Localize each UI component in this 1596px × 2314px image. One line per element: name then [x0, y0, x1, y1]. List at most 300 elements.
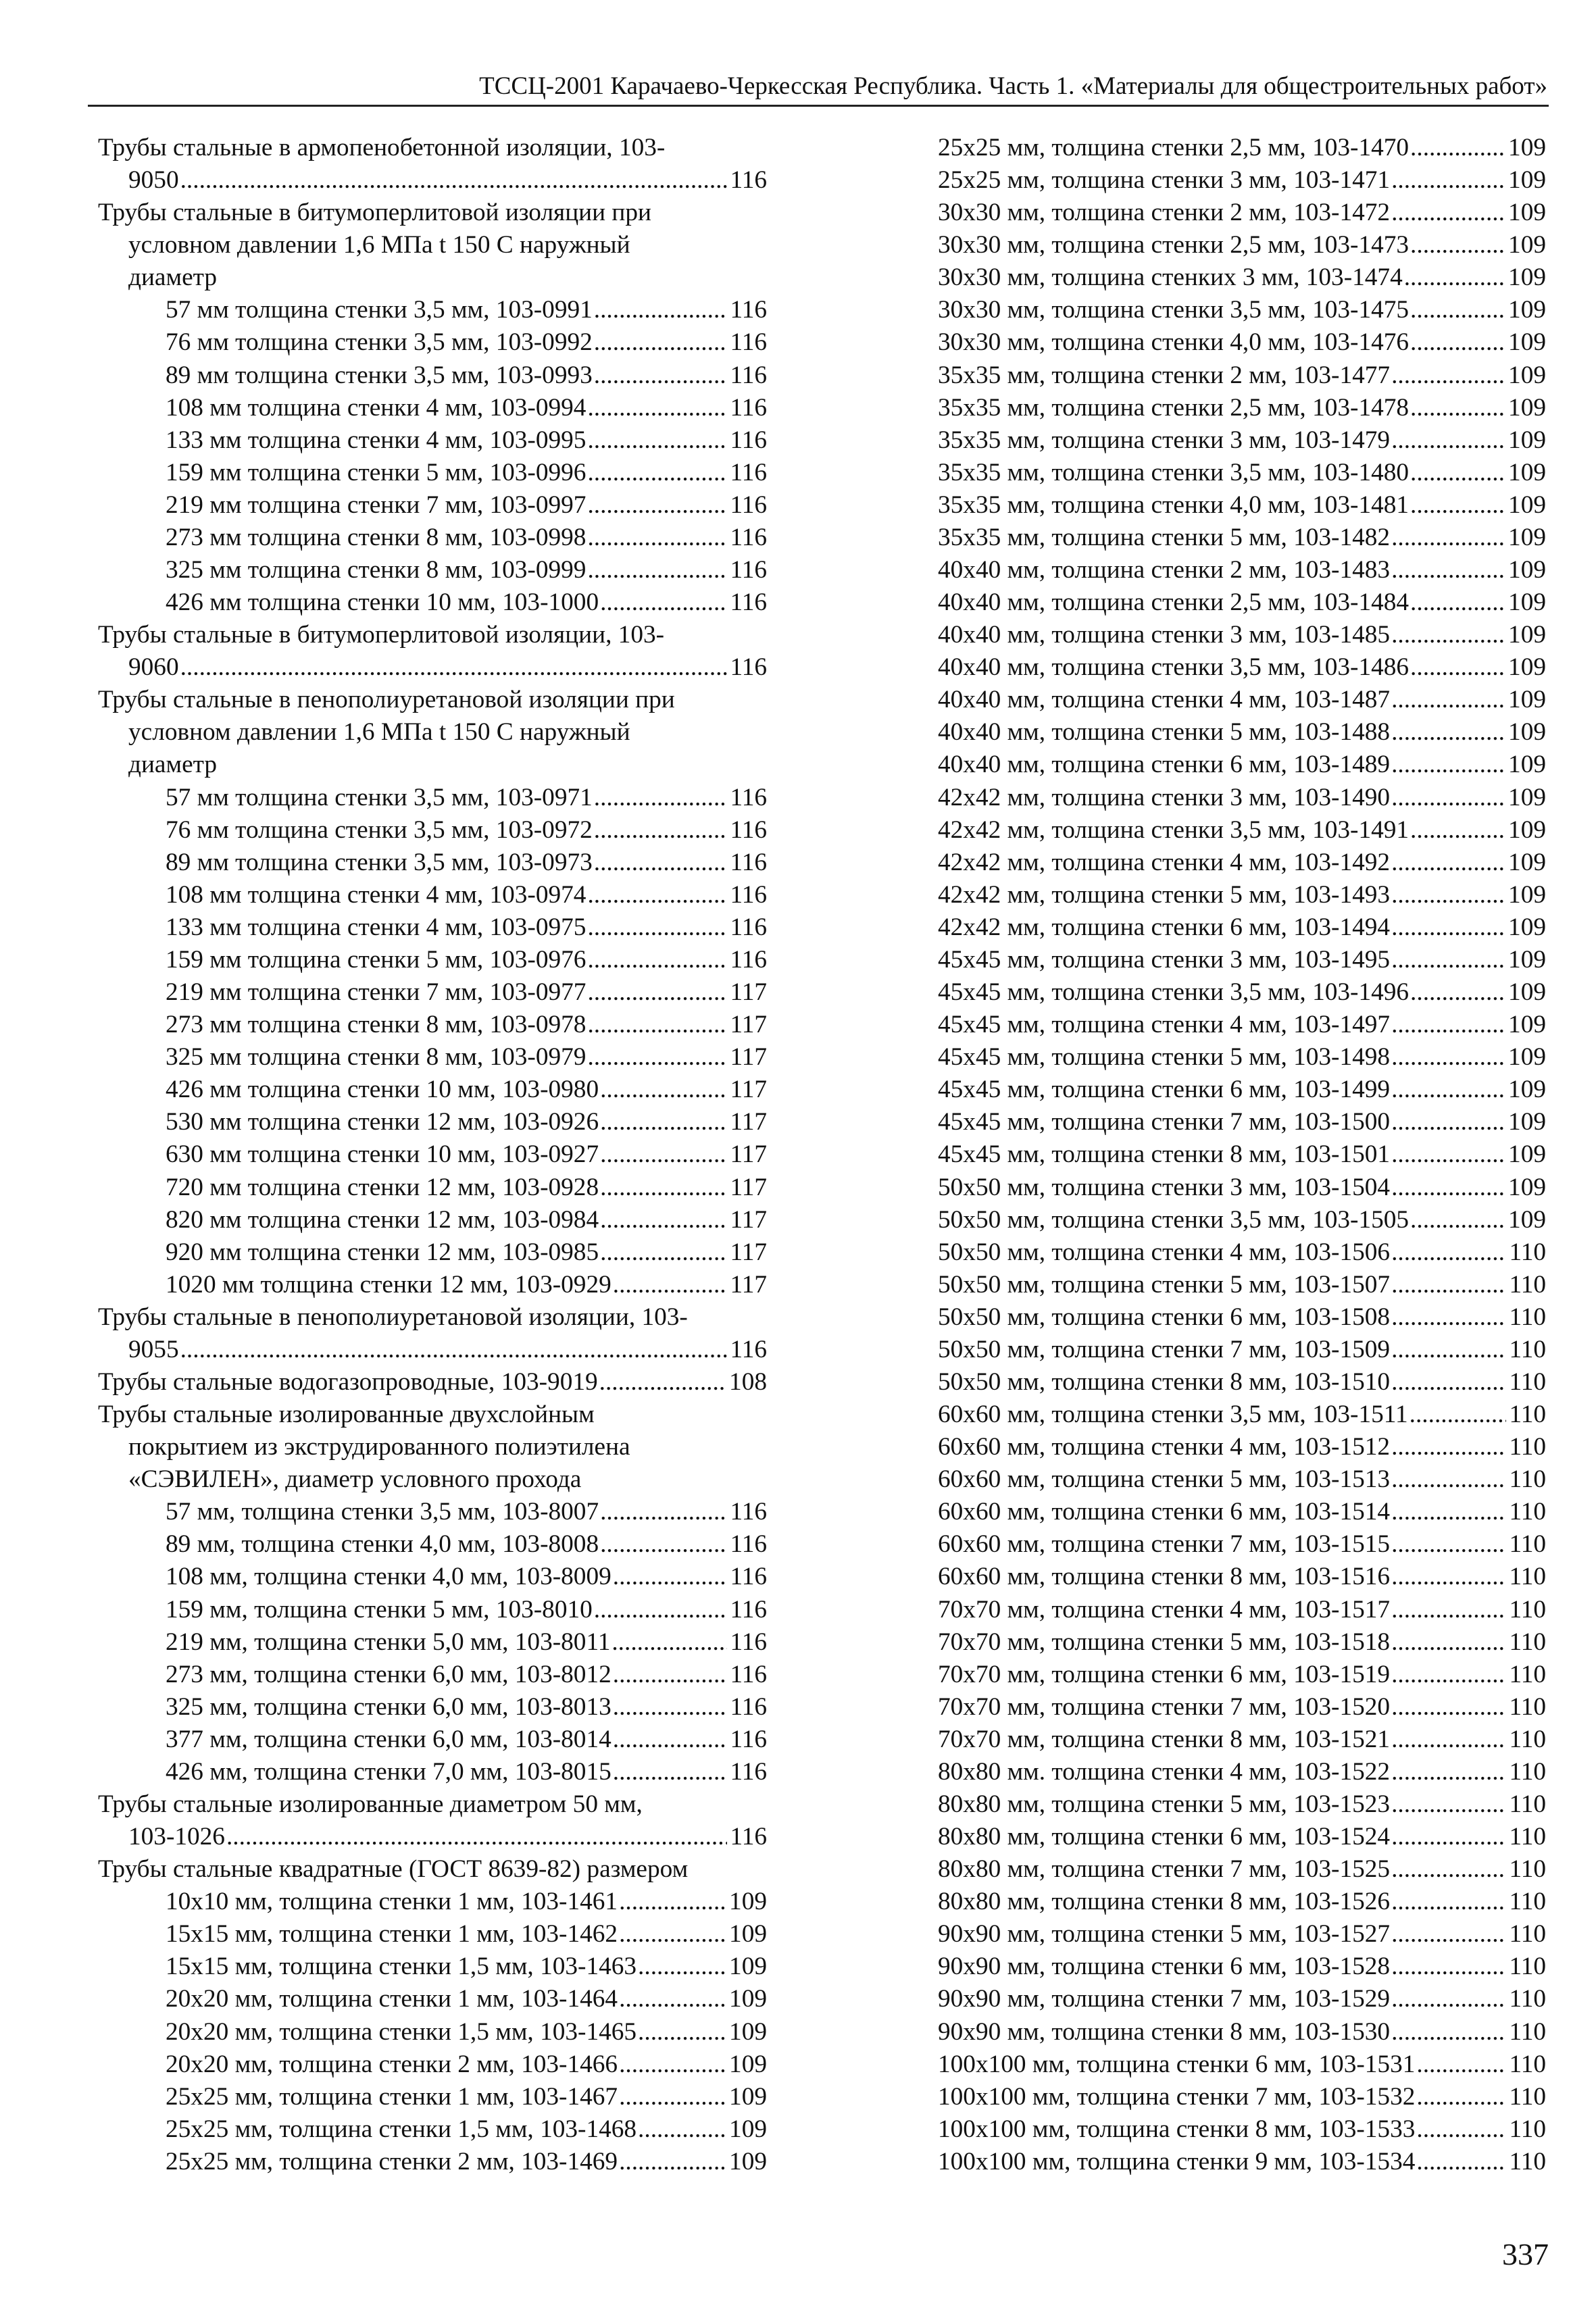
entry-text: 45х45 мм, толщина стенки 6 мм, 103-1499 — [938, 1076, 1391, 1104]
index-entry — [98, 2081, 767, 2113]
entry-text: 820 мм толщина стенки 12 мм, 103-0984 — [166, 1205, 599, 1234]
entry-text: Трубы стальные квадратные (ГОСТ 8639-82) размером — [98, 1855, 689, 1884]
dot-leader — [1391, 1431, 1506, 1463]
entry-page-number: 109 — [1508, 815, 1546, 844]
entry-page-number: 109 — [1508, 588, 1546, 617]
entry-text: покрытием из экструдированного полиэтилена — [128, 1433, 630, 1461]
entry-page-number: 109 — [1508, 328, 1546, 357]
entry-page-number: 109 — [729, 2050, 767, 2078]
entry-page-number: 109 — [1508, 848, 1546, 876]
entry-text: Трубы стальные изолированные диаметром 50 мм, — [98, 1790, 643, 1818]
dot-leader — [613, 1659, 728, 1691]
index-entry — [938, 326, 1546, 359]
index-entry — [98, 554, 767, 586]
dot-leader — [600, 1106, 727, 1138]
entry-page-number: 110 — [1509, 2050, 1546, 2078]
entry-page-number: 109 — [729, 2017, 767, 2046]
index-entry — [938, 814, 1546, 847]
index-entry — [98, 1886, 767, 1918]
index-entry — [98, 1236, 767, 1269]
entry-page-number: 110 — [1509, 1563, 1546, 1591]
entry-page-number: 109 — [1508, 134, 1546, 161]
index-entry — [938, 586, 1546, 619]
entry-text: 426 мм толщина стенки 10 мм, 103-0980 — [166, 1076, 599, 1104]
entry-page-number: 109 — [1508, 1140, 1546, 1169]
index-entry — [938, 457, 1546, 489]
entry-text: диаметр — [128, 263, 218, 292]
entry-text: 426 мм толщина стенки 10 мм, 103-1000 — [166, 588, 599, 617]
dot-leader — [1391, 1951, 1506, 1983]
dot-leader — [1391, 879, 1505, 911]
index-entry — [98, 1788, 767, 1821]
entry-text: 89 мм, толщина стенки 4,0 мм, 103-8008 — [166, 1530, 599, 1559]
entry-page-number: 117 — [730, 1173, 767, 1201]
dot-leader — [619, 2048, 726, 2081]
index-entry — [98, 651, 767, 684]
index-entry — [938, 294, 1546, 326]
entry-page-number: 117 — [730, 1011, 767, 1039]
dot-leader — [1391, 1366, 1506, 1399]
index-entry — [938, 1172, 1546, 1204]
dot-leader — [1410, 392, 1505, 424]
index-entry — [938, 2146, 1546, 2178]
dot-leader — [1391, 782, 1505, 814]
entry-text: 45х45 мм, толщина стенки 3 мм, 103-1495 — [938, 945, 1391, 974]
dot-leader — [638, 2113, 726, 2146]
entry-page-number: 109 — [1508, 653, 1546, 682]
dot-leader — [1410, 651, 1505, 684]
entry-page-number: 116 — [730, 848, 767, 876]
entry-page-number: 117 — [730, 978, 767, 1007]
index-entry — [938, 1041, 1546, 1074]
index-entry — [98, 1528, 767, 1561]
entry-text: 60х60 мм, толщина стенки 8 мм, 103-1516 — [938, 1563, 1391, 1591]
entry-text: Трубы стальные в битумоперлитовой изоляции при — [98, 199, 651, 227]
index-entry — [98, 1626, 767, 1659]
dot-leader — [1391, 1269, 1506, 1301]
index-entry — [938, 1496, 1546, 1528]
entry-text: 15х15 мм, толщина стенки 1,5 мм, 103-1463 — [166, 1953, 637, 1981]
dot-leader — [619, 2081, 726, 2113]
dot-leader — [587, 944, 727, 976]
entry-page-number: 117 — [730, 1205, 767, 1234]
index-entry — [98, 749, 767, 781]
entry-page-number: 117 — [730, 1076, 767, 1104]
index-entry — [98, 229, 767, 261]
index-entry — [98, 1561, 767, 1593]
entry-text: 30х30 мм, толщина стенки 3,5 мм, 103-1475 — [938, 296, 1410, 324]
dot-leader — [180, 651, 728, 684]
entry-text: Трубы стальные в пенополиуретановой изоляции при — [98, 686, 675, 714]
entry-text: 70х70 мм, толщина стенки 5 мм, 103-1518 — [938, 1628, 1391, 1656]
entry-text: 35х35 мм, толщина стенки 5 мм, 103-1482 — [938, 523, 1391, 551]
entry-text: 35х35 мм, толщина стенки 2,5 мм, 103-1478 — [938, 393, 1410, 422]
dot-leader — [587, 1041, 727, 1074]
dot-leader — [1391, 749, 1505, 781]
index-entry — [938, 1853, 1546, 1886]
entry-page-number: 109 — [1508, 231, 1546, 259]
entry-text: 89 мм толщина стенки 3,5 мм, 103-0973 — [166, 848, 593, 876]
index-entry — [938, 1951, 1546, 1983]
index-entry — [98, 457, 767, 489]
entry-page-number: 110 — [1509, 1433, 1546, 1461]
entry-page-number: 116 — [730, 491, 767, 519]
index-entry — [938, 1334, 1546, 1366]
entry-page-number: 109 — [729, 2147, 767, 2175]
dot-leader — [1391, 944, 1505, 976]
index-entry — [98, 586, 767, 619]
dot-leader — [1391, 1756, 1506, 1788]
dot-leader — [613, 1724, 728, 1756]
entry-text: 50х50 мм, толщина стенки 8 мм, 103-1510 — [938, 1367, 1391, 1396]
entry-page-number: 117 — [730, 1108, 767, 1136]
entry-page-number: 116 — [730, 1628, 767, 1656]
index-entry — [98, 1334, 767, 1366]
dot-leader — [594, 814, 728, 847]
entry-page-number: 116 — [730, 1725, 767, 1753]
entry-page-number: 116 — [730, 458, 767, 486]
entry-text: 80х80 мм. толщина стенки 4 мм, 103-1522 — [938, 1757, 1391, 1786]
index-entry — [98, 847, 767, 879]
index-entry — [938, 424, 1546, 457]
entry-text: 42х42 мм, толщина стенки 3,5 мм, 103-1491 — [938, 815, 1410, 844]
index-entry — [98, 1659, 767, 1691]
index-entry — [938, 684, 1546, 716]
index-entry — [938, 1528, 1546, 1561]
entry-page-number: 117 — [730, 1270, 767, 1299]
index-entry — [98, 1983, 767, 2015]
entry-text: 35х35 мм, толщина стенки 3 мм, 103-1479 — [938, 426, 1391, 454]
entry-page-number: 109 — [1508, 718, 1546, 747]
index-entry — [938, 261, 1546, 294]
dot-leader — [1391, 1788, 1506, 1821]
entry-text: 45х45 мм, толщина стенки 5 мм, 103-1498 — [938, 1043, 1391, 1072]
dot-leader — [226, 1821, 727, 1853]
entry-text: 50х50 мм, толщина стенки 5 мм, 103-1507 — [938, 1270, 1391, 1299]
entry-page-number: 116 — [730, 1660, 767, 1688]
dot-leader — [587, 976, 727, 1009]
entry-page-number: 109 — [729, 1953, 767, 1981]
entry-page-number: 116 — [730, 393, 767, 422]
index-entry — [938, 651, 1546, 684]
dot-leader — [1391, 684, 1505, 716]
dot-leader — [587, 911, 727, 944]
dot-leader — [180, 164, 728, 197]
dot-leader — [1410, 457, 1505, 489]
dot-leader — [1391, 2016, 1506, 2048]
entry-text: «СЭВИЛЕН», диаметр условного прохода — [128, 1465, 582, 1494]
entry-text: 42х42 мм, толщина стенки 6 мм, 103-1494 — [938, 913, 1391, 941]
entry-text: 159 мм толщина стенки 5 мм, 103-0976 — [166, 945, 587, 974]
entry-page-number: 110 — [1509, 1660, 1546, 1688]
entry-page-number: 116 — [730, 523, 767, 551]
entry-text: 30х30 мм, толщина стенких 3 мм, 103-1474 — [938, 263, 1403, 292]
dot-leader — [1391, 1691, 1506, 1724]
dot-leader — [600, 1236, 727, 1269]
dot-leader — [1391, 1594, 1506, 1626]
index-entry — [938, 847, 1546, 879]
dot-leader — [1416, 2146, 1506, 2178]
entry-text: 273 мм, толщина стенки 6,0 мм, 103-8012 — [166, 1660, 612, 1688]
entry-text: 720 мм толщина стенки 12 мм, 103-0928 — [166, 1173, 599, 1201]
dot-leader — [587, 424, 727, 457]
index-entry — [98, 1301, 767, 1334]
entry-page-number: 109 — [1508, 945, 1546, 974]
index-entry — [98, 1041, 767, 1074]
dot-leader — [180, 1334, 728, 1366]
index-entry — [98, 197, 767, 229]
entry-page-number: 117 — [730, 1043, 767, 1072]
dot-leader — [1410, 294, 1505, 326]
dot-leader — [1391, 1009, 1505, 1041]
dot-leader — [1391, 1236, 1506, 1269]
entry-page-number: 110 — [1509, 1725, 1546, 1753]
entry-text: Трубы стальные водогазопроводные, 103-9019 — [98, 1367, 598, 1396]
entry-page-number: 109 — [1508, 166, 1546, 195]
entry-text: 40х40 мм, толщина стенки 4 мм, 103-1487 — [938, 686, 1391, 714]
dot-leader — [1416, 2113, 1506, 2146]
dot-leader — [1404, 261, 1505, 294]
entry-page-number: 109 — [1508, 913, 1546, 941]
entry-text: 40х40 мм, толщина стенки 3,5 мм, 103-1486 — [938, 653, 1410, 682]
index-entry — [98, 716, 767, 749]
entry-text: 108 мм, толщина стенки 4,0 мм, 103-8009 — [166, 1563, 612, 1591]
entry-text: 103-1026 — [128, 1823, 225, 1851]
dot-leader — [1391, 1106, 1505, 1138]
entry-text: 219 мм толщина стенки 7 мм, 103-0997 — [166, 491, 587, 519]
entry-text: 530 мм толщина стенки 12 мм, 103-0926 — [166, 1108, 599, 1136]
index-entry — [938, 1204, 1546, 1236]
dot-leader — [1391, 1463, 1506, 1496]
index-entry — [938, 229, 1546, 261]
index-entry — [98, 1431, 767, 1463]
entry-text: 15х15 мм, толщина стенки 1 мм, 103-1462 — [166, 1920, 618, 1948]
dot-leader — [587, 554, 727, 586]
dot-leader — [1391, 1724, 1506, 1756]
dot-leader — [619, 1918, 726, 1951]
index-entry — [938, 911, 1546, 944]
entry-page-number: 116 — [730, 1595, 767, 1624]
entry-text: 1020 мм толщина стенки 12 мм, 103-0929 — [166, 1270, 612, 1299]
entry-text: 325 мм, толщина стенки 6,0 мм, 103-8013 — [166, 1692, 612, 1721]
entry-page-number: 110 — [1509, 1238, 1546, 1266]
entry-page-number: 109 — [729, 2082, 767, 2111]
dot-leader — [1391, 716, 1505, 749]
entry-text: 133 мм толщина стенки 4 мм, 103-0975 — [166, 913, 587, 941]
entry-page-number: 110 — [1509, 1401, 1546, 1429]
dot-leader — [619, 2146, 726, 2178]
entry-page-number: 109 — [1508, 491, 1546, 519]
entry-page-number: 110 — [1509, 1953, 1546, 1981]
entry-page-number: 110 — [1509, 1498, 1546, 1526]
entry-page-number: 108 — [729, 1367, 767, 1396]
entry-text: 90х90 мм, толщина стенки 7 мм, 103-1529 — [938, 1985, 1391, 2013]
entry-page-number: 109 — [1508, 556, 1546, 584]
entry-text: 100х100 мм, толщина стенки 6 мм, 103-1531 — [938, 2050, 1416, 2078]
index-entry — [938, 2048, 1546, 2081]
entry-text: 80х80 мм, толщина стенки 5 мм, 103-1523 — [938, 1790, 1391, 1818]
index-entry — [98, 1853, 767, 1886]
dot-leader — [1391, 1138, 1505, 1171]
index-entry — [938, 1009, 1546, 1041]
entry-page-number: 110 — [1509, 1855, 1546, 1884]
dot-leader — [1391, 424, 1505, 457]
index-entry — [938, 1594, 1546, 1626]
index-entry — [938, 716, 1546, 749]
entry-text: 920 мм толщина стенки 12 мм, 103-0985 — [166, 1238, 599, 1266]
dot-leader — [1391, 1983, 1506, 2015]
entry-text: 100х100 мм, толщина стенки 9 мм, 103-1534 — [938, 2147, 1416, 2175]
entry-page-number: 117 — [730, 1140, 767, 1169]
entry-text: 50х50 мм, толщина стенки 3,5 мм, 103-1505 — [938, 1205, 1410, 1234]
index-entry — [938, 944, 1546, 976]
entry-text: 90х90 мм, толщина стенки 8 мм, 103-1530 — [938, 2017, 1391, 2046]
entry-page-number: 109 — [1508, 1043, 1546, 1072]
entry-text: 159 мм толщина стенки 5 мм, 103-0996 — [166, 458, 587, 486]
dot-leader — [594, 294, 728, 326]
entry-page-number: 109 — [1508, 426, 1546, 454]
dot-leader — [1391, 359, 1505, 392]
dot-leader — [600, 1138, 727, 1171]
index-entry — [98, 684, 767, 716]
entry-text: 60х60 мм, толщина стенки 5 мм, 103-1513 — [938, 1465, 1391, 1494]
entry-page-number: 110 — [1509, 1465, 1546, 1494]
index-entry — [98, 1918, 767, 1951]
index-entry — [98, 1269, 767, 1301]
entry-text: 42х42 мм, толщина стенки 5 мм, 103-1493 — [938, 880, 1391, 909]
entry-text: 30х30 мм, толщина стенки 2 мм, 103-1472 — [938, 199, 1391, 227]
dot-leader — [1391, 619, 1505, 651]
dot-leader — [1410, 1399, 1507, 1431]
entry-page-number: 110 — [1509, 1303, 1546, 1331]
dot-leader — [1391, 1528, 1506, 1561]
index-entry — [938, 2016, 1546, 2048]
entry-page-number: 110 — [1509, 2017, 1546, 2046]
index-entry — [938, 1626, 1546, 1659]
dot-leader — [1410, 586, 1505, 619]
dot-leader — [1391, 1074, 1505, 1106]
index-entry — [938, 1269, 1546, 1301]
entry-text: 45х45 мм, толщина стенки 7 мм, 103-1500 — [938, 1108, 1391, 1136]
index-entry — [98, 1756, 767, 1788]
entry-text: 325 мм толщина стенки 8 мм, 103-0999 — [166, 556, 587, 584]
index-entry — [98, 2113, 767, 2146]
entry-page-number: 116 — [730, 880, 767, 909]
page-number: 337 — [1502, 2237, 1549, 2271]
entry-page-number: 116 — [730, 653, 767, 682]
entry-page-number: 109 — [1508, 1011, 1546, 1039]
entry-page-number: 110 — [1509, 2082, 1546, 2111]
dot-leader — [638, 1951, 726, 1983]
index-entry — [98, 814, 767, 847]
dot-leader — [1391, 197, 1505, 229]
entry-text: 89 мм толщина стенки 3,5 мм, 103-0993 — [166, 361, 593, 389]
entry-text: диаметр — [128, 751, 218, 779]
entry-text: 30х30 мм, толщина стенки 2,5 мм, 103-1473 — [938, 231, 1410, 259]
dot-leader — [619, 1983, 726, 2015]
index-entry — [98, 1204, 767, 1236]
dot-leader — [1410, 489, 1505, 522]
entry-text: 25х25 мм, толщина стенки 2,5 мм, 103-1470 — [938, 134, 1410, 161]
index-column-right — [938, 132, 1546, 2178]
entry-text: 80х80 мм, толщина стенки 7 мм, 103-1525 — [938, 1855, 1391, 1884]
entry-text: 9050 — [128, 166, 179, 195]
dot-leader — [1391, 911, 1505, 944]
dot-leader — [1391, 1041, 1505, 1074]
entry-page-number: 109 — [1508, 783, 1546, 811]
index-entry — [98, 911, 767, 944]
entry-text: Трубы стальные изолированные двухслойным — [98, 1401, 595, 1429]
entry-page-number: 116 — [730, 1498, 767, 1526]
dot-leader — [594, 359, 728, 392]
dot-leader — [638, 2016, 726, 2048]
entry-text: 40х40 мм, толщина стенки 2 мм, 103-1483 — [938, 556, 1391, 584]
dot-leader — [587, 457, 727, 489]
dot-leader — [594, 326, 728, 359]
index-entry — [98, 1821, 767, 1853]
index-entry — [938, 1821, 1546, 1853]
entry-text: 25х25 мм, толщина стенки 2 мм, 103-1469 — [166, 2147, 618, 2175]
entry-page-number: 116 — [730, 426, 767, 454]
entry-text: 90х90 мм, толщина стенки 6 мм, 103-1528 — [938, 1953, 1391, 1981]
dot-leader — [1410, 814, 1505, 847]
entry-page-number: 110 — [1509, 1628, 1546, 1656]
index-entry — [98, 522, 767, 554]
index-entry — [98, 359, 767, 392]
dot-leader — [1391, 554, 1505, 586]
dot-leader — [587, 392, 727, 424]
entry-page-number: 109 — [1508, 199, 1546, 227]
dot-leader — [1410, 229, 1505, 261]
dot-leader — [600, 1074, 727, 1106]
entry-text: 70х70 мм, толщина стенки 6 мм, 103-1519 — [938, 1660, 1391, 1688]
index-entry — [938, 554, 1546, 586]
entry-text: 70х70 мм, толщина стенки 7 мм, 103-1520 — [938, 1692, 1391, 1721]
entry-page-number: 110 — [1509, 1530, 1546, 1559]
index-entry — [938, 749, 1546, 781]
dot-leader — [1391, 1496, 1506, 1528]
dot-leader — [599, 1366, 726, 1399]
dot-leader — [600, 1204, 727, 1236]
index-entry — [938, 1983, 1546, 2015]
entry-text: 42х42 мм, толщина стенки 3 мм, 103-1490 — [938, 783, 1391, 811]
entry-text: 20х20 мм, толщина стенки 2 мм, 103-1466 — [166, 2050, 618, 2078]
dot-leader — [600, 1172, 727, 1204]
dot-leader — [600, 1528, 727, 1561]
entry-text: 159 мм, толщина стенки 5 мм, 103-8010 — [166, 1595, 593, 1624]
entry-page-number: 109 — [729, 1920, 767, 1948]
index-entry — [98, 1074, 767, 1106]
entry-text: 57 мм, толщина стенки 3,5 мм, 103-8007 — [166, 1498, 599, 1526]
entry-page-number: 110 — [1509, 1595, 1546, 1624]
dot-leader — [613, 1691, 728, 1724]
entry-text: 10х10 мм, толщина стенки 1 мм, 103-1461 — [166, 1888, 618, 1916]
entry-page-number: 109 — [1508, 1076, 1546, 1104]
entry-text: 70х70 мм, толщина стенки 4 мм, 103-1517 — [938, 1595, 1391, 1624]
entry-text: 60х60 мм, толщина стенки 7 мм, 103-1515 — [938, 1530, 1391, 1559]
entry-text: 35х35 мм, толщина стенки 4,0 мм, 103-1481 — [938, 491, 1410, 519]
entry-text: 50х50 мм, толщина стенки 3 мм, 103-1504 — [938, 1173, 1391, 1201]
index-entry — [98, 294, 767, 326]
entry-page-number: 109 — [1508, 1173, 1546, 1201]
index-entry — [938, 1724, 1546, 1756]
index-entry — [98, 1399, 767, 1431]
entry-page-number: 116 — [730, 1530, 767, 1559]
index-entry — [98, 392, 767, 424]
index-entry — [98, 1496, 767, 1528]
entry-page-number: 110 — [1509, 1888, 1546, 1916]
index-entry — [98, 1366, 767, 1399]
